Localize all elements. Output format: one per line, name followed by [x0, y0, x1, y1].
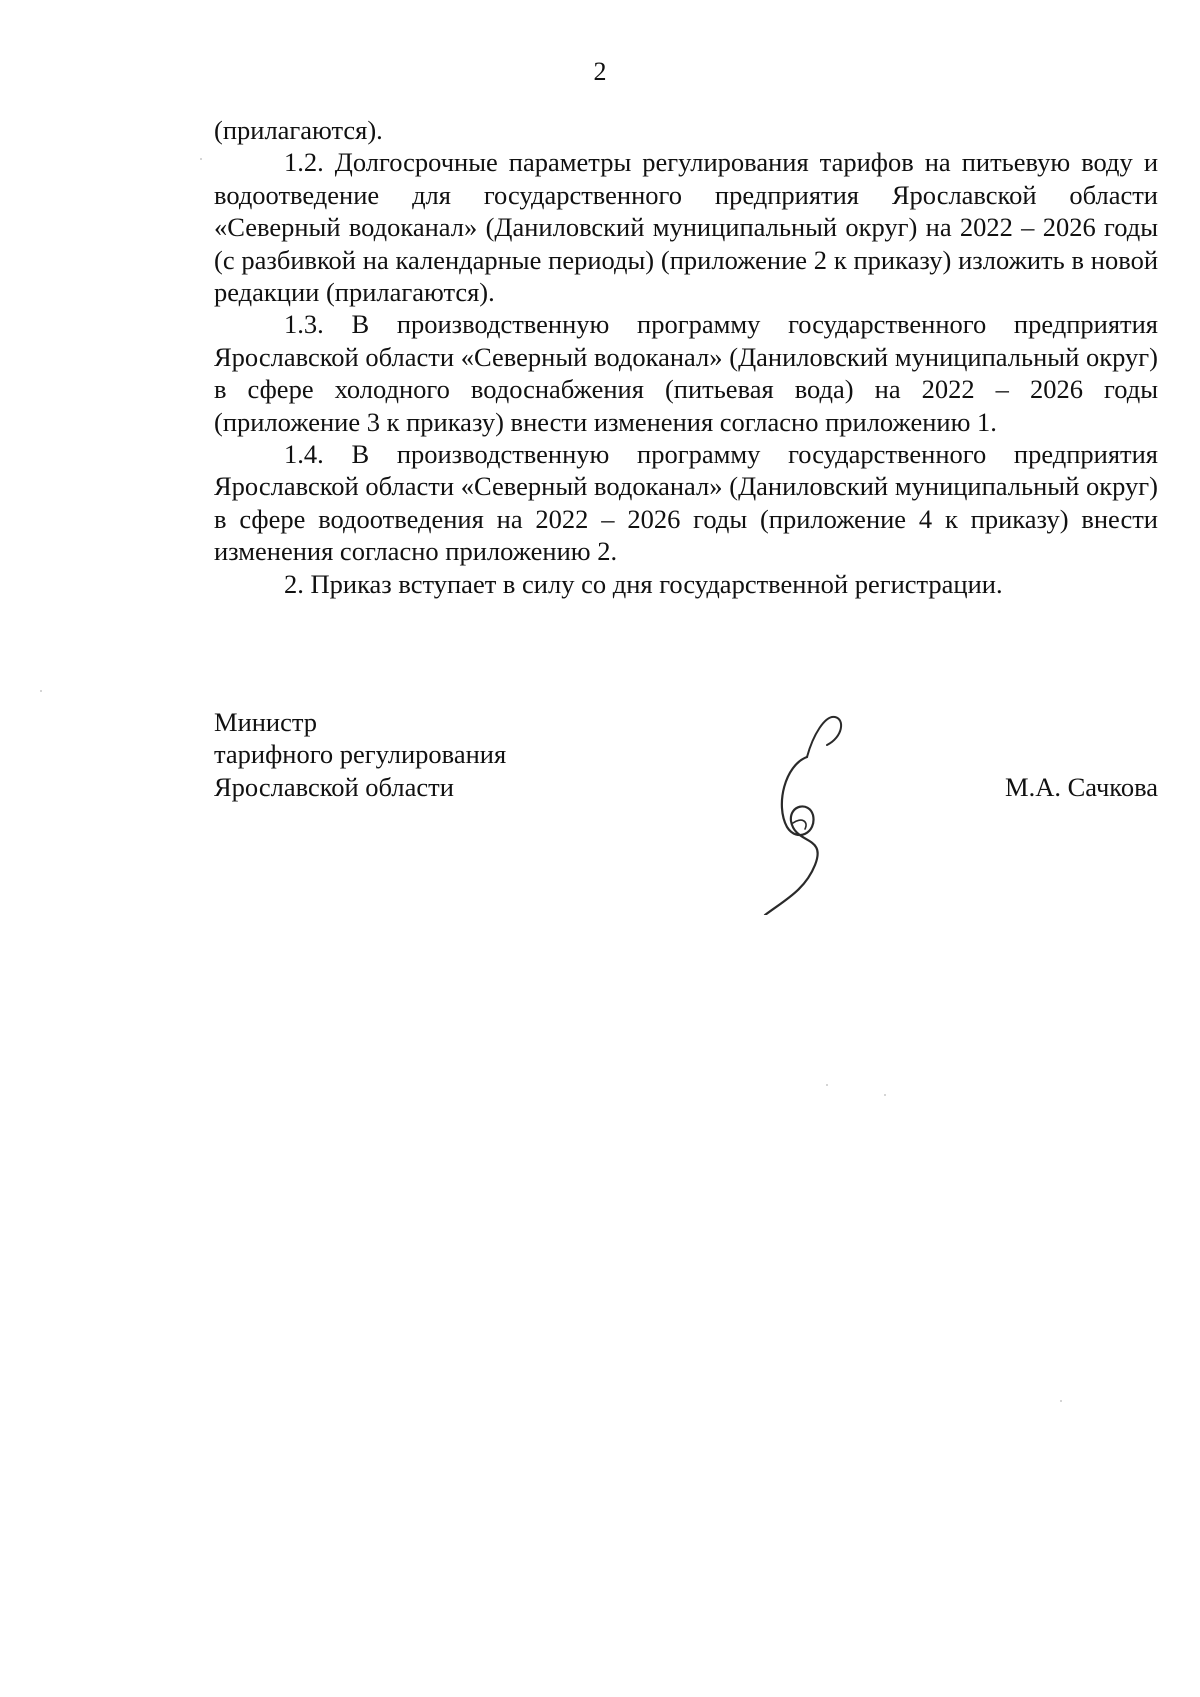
signatory-region: Ярославской области — [214, 771, 454, 802]
handwritten-signature — [755, 705, 865, 915]
document-body — [214, 114, 1158, 600]
paragraph-1-2: 1.2. Долгосрочные параметры регулирования тарифов на питьевую воду и водоотведение для государственного предприятия Ярославской области «Северный водоканал» (Даниловский муниципальный округ) на 2022 – 2026 годы (с разбивкой на календарные периоды) (приложение 2 к приказу) изложить в новой редакции (прилагаются). — [214, 147, 1158, 308]
signatory-title: Министр — [214, 707, 318, 737]
signatory-department: тарифного регулирования — [214, 739, 507, 770]
paragraph-continuation: (прилагаются). — [214, 115, 383, 145]
scan-speck — [884, 1094, 886, 1096]
signatory-position — [214, 706, 506, 803]
paragraph-1-4: 1.4. В производственную программу государственного предприятия Ярославской области «Северный водоканал» (Даниловский муниципальный округ) в сфере водоотведения на 2022 – 2026 годы (приложение 4 к приказу) внести изменения согласно приложению 2. — [214, 439, 1158, 567]
paragraph-2: 2. Приказ вступает в силу со дня государственной регистрации. — [284, 568, 1003, 599]
paragraph-1-3: 1.3. В производственную программу государственного предприятия Ярославской области «Северный водоканал» (Даниловский муниципальный округ) в сфере холодного водоснабжения (питьевая вода) на 2022 – 2026 годы (приложение 3 к приказу) внести изменения согласно приложению 1. — [214, 309, 1158, 437]
page-number: 2 — [593, 57, 607, 86]
scan-speck — [1060, 1400, 1062, 1402]
signatory-name: М.А. Сачкова — [1005, 772, 1158, 802]
scan-speck — [40, 690, 42, 692]
scan-speck — [826, 1084, 828, 1086]
scan-speck — [200, 158, 202, 160]
